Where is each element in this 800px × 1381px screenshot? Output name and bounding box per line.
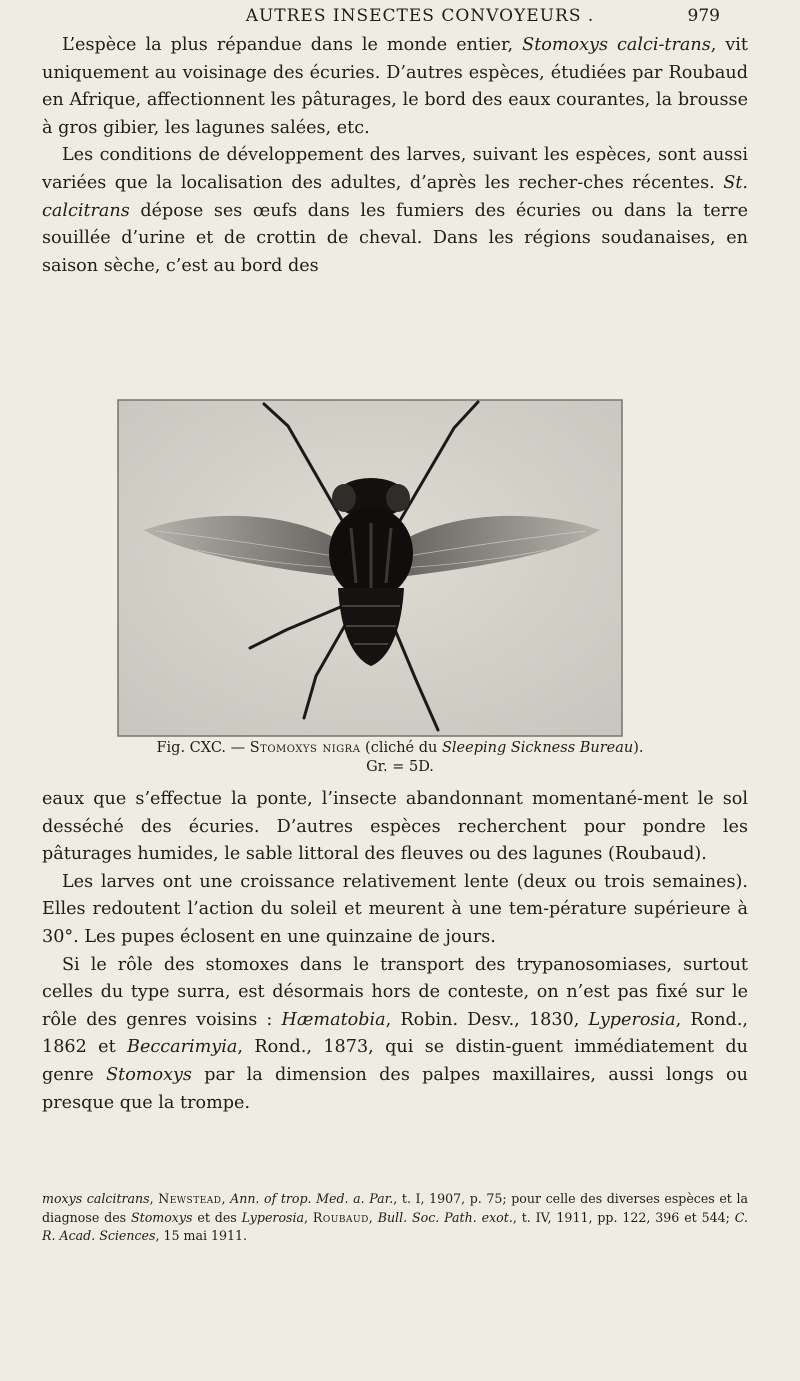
figure-caption (60, 739, 740, 777)
text-run: , Rond., 1873, qui se distin-guent immédiatement du genre (42, 1037, 748, 1085)
italic-text: Stomoxys (131, 1209, 193, 1225)
text-run: , vit uniquement au voisinage des écuries. D’autres espèces, étudiées par Roubaud en Afrique, affectionnent les pâturages, le bord des eaux courantes, la brousse à gros gibier, les lagunes salées, etc. (42, 35, 749, 138)
italic-text: Lyperosia (241, 1209, 305, 1225)
text-run: , Robin. Desv., 1830, (385, 1009, 589, 1030)
text-run: , (368, 1209, 378, 1225)
text-run: , 15 mai 1911. (155, 1228, 248, 1243)
footnote (42, 1190, 748, 1246)
text-run: , (304, 1209, 313, 1225)
text-run: , t. I, 1907, p. 75; pour celle des diverses espèces et la diagnose des (42, 1191, 748, 1225)
paragraph (42, 786, 748, 869)
paragraph (42, 142, 748, 280)
text-run: et des (192, 1209, 242, 1225)
text-run: , t. IV, 1911, pp. 122, 396 et 544; (512, 1209, 735, 1225)
paragraph (42, 869, 748, 952)
text-run: , Rond., 1862 et (42, 1009, 748, 1058)
text-run: dépose ses œufs dans les fumiers des écuries ou dans la terre souillée d’urine et de crottin de cheval. Dans les régions soudanaises, en saison sèche, c’est au bord des (42, 200, 748, 276)
text-run: Les larves ont une croissance relativement lente (deux ou trois semaines). Elles redoutent l’action du soleil et meurent à une tem-pérature supérieure à 30°. Les pupes éclosent en une quinzaine de jours. (42, 871, 748, 947)
small-caps-text: Roubaud (312, 1209, 369, 1225)
text-run: par la dimension des palpes maxillaires, aussi longs ou presque que la trompe. (42, 1064, 748, 1113)
text-run: ). (633, 740, 644, 756)
text-run: , (221, 1191, 231, 1206)
italic-text: C. R. Acad. Sciences (42, 1209, 748, 1243)
italic-text: St. calcitrans (42, 172, 748, 221)
top-text-block (42, 32, 748, 280)
italic-text: Bull. Soc. Path. exot. (377, 1209, 513, 1225)
caption-magnification: Gr. = 5D. (366, 759, 434, 775)
italic-text: Stomoxys (106, 1064, 192, 1085)
italic-text: Ann. of trop. Med. a. Par. (230, 1191, 394, 1206)
paragraph (42, 32, 748, 142)
italic-text: moxys calcitrans (42, 1191, 150, 1206)
italic-text: Hæmatobia (281, 1009, 386, 1030)
italic-text: Beccarimyia (127, 1037, 238, 1058)
fly-photograph (116, 398, 624, 738)
caption-title (60, 739, 740, 758)
fly-illustration (116, 398, 624, 738)
paragraph (42, 952, 748, 1118)
text-run: (cliché du (360, 740, 442, 756)
small-caps-text: Stomoxys nigra (249, 740, 361, 756)
running-title: AUTRES INSECTES CONVOYEURS . (245, 6, 595, 26)
italic-text: Stomoxys calci-trans (522, 35, 711, 55)
italic-text: Sleeping Sickness Bureau (441, 740, 634, 756)
running-head (150, 6, 720, 32)
page-number: 979 (687, 6, 720, 26)
bottom-text-block (42, 786, 748, 1117)
text-run: Les conditions de développement des larves, suivant les espèces, sont aussi variées que la localisation des adultes, d’après les recher-ches récentes. (42, 145, 748, 193)
text-run: Fig. CXC. — (156, 740, 250, 756)
text-run: , (149, 1191, 159, 1206)
text-run: L’espèce la plus répandue dans le monde entier, (62, 35, 523, 55)
italic-text: Lyperosia (588, 1009, 676, 1030)
small-caps-text: Newstead (158, 1191, 222, 1206)
text-run: eaux que s’effectue la ponte, l’insecte abandonnant momentané-ment le sol desséché des écuries. D’autres espèces recherchent pour pondre les pâturages humides, le sable littoral des fleuves ou des lagunes (Roubaud). (42, 789, 748, 865)
text-run: Si le rôle des stomoxes dans le transport des trypanosomiases, surtout celles du type surra, est désormais hors de conteste, on n’est pas fixé sur le rôle des genres voisins : (42, 954, 748, 1030)
